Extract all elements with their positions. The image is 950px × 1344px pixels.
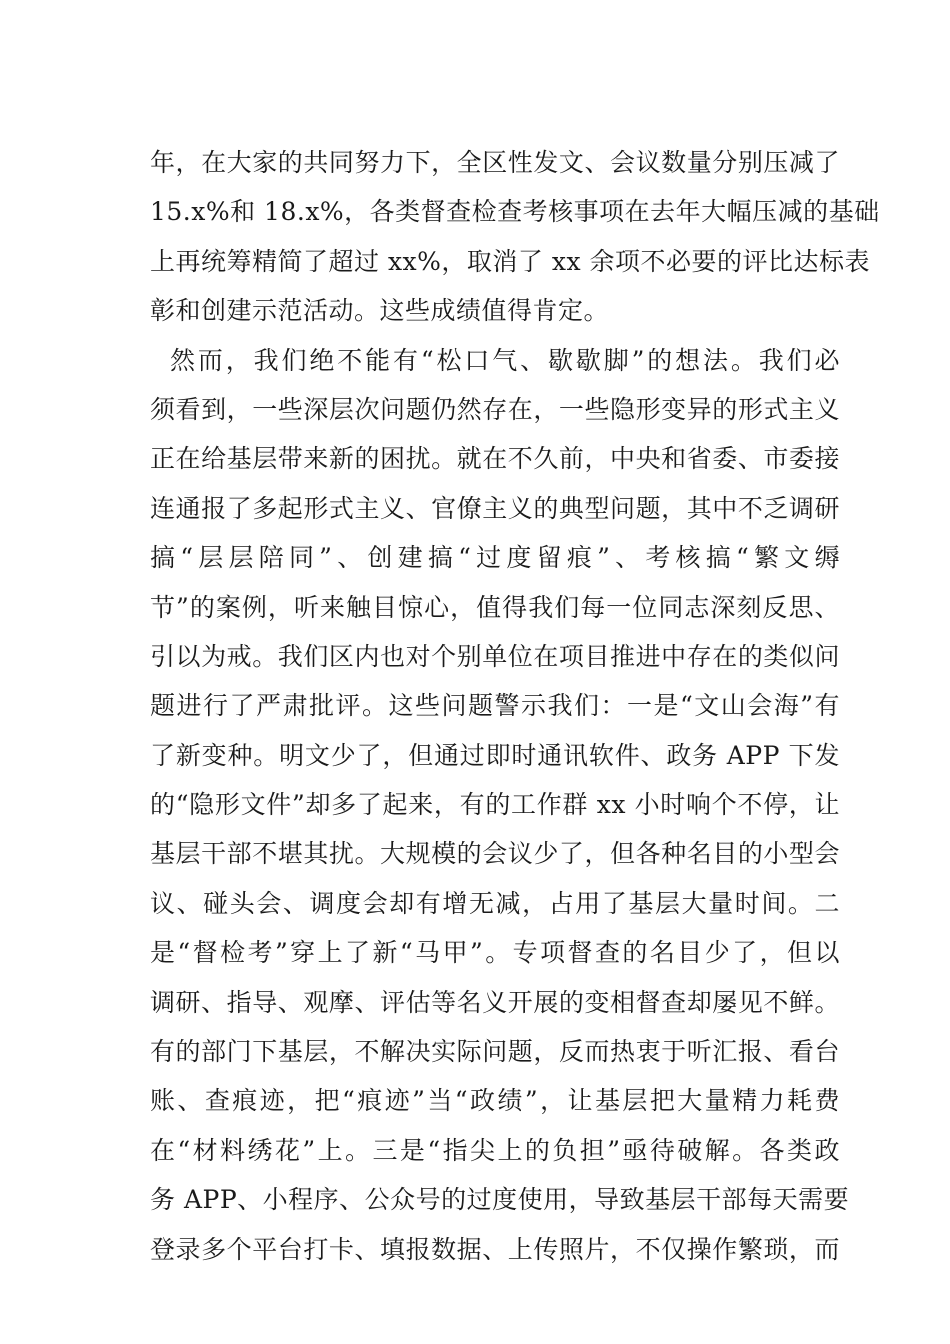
text-line: 的“隐形文件”却多了起来，有的工作群 xx 小时响个不停，让 xyxy=(150,790,840,820)
text-line: 搞“层层陪同”、创建搞“过度留痕”、考核搞“繁文缛 xyxy=(150,543,840,573)
text-line: 上再统筹精简了超过 xx%，取消了 xx 余项不必要的评比达标表 xyxy=(150,246,870,276)
text-line: 调研、指导、观摩、评估等名义开展的变相督查却屡见不鲜。 xyxy=(150,987,840,1017)
text-line: 引以为戒。我们区内也对个别单位在项目推进中存在的类似问 xyxy=(150,641,840,671)
text-line: 在“材料绣花”上。三是“指尖上的负担”亟待破解。各类政 xyxy=(150,1135,840,1165)
text-line: 议、碰头会、调度会却有增无减，占用了基层大量时间。二 xyxy=(150,888,840,918)
text-line: 正在给基层带来新的困扰。就在不久前，中央和省委、市委接 xyxy=(150,444,840,474)
text-line: 彰和创建示范活动。这些成绩值得肯定。 xyxy=(150,296,610,326)
text-line: 15.x%和 18.x%，各类督查检查考核事项在去年大幅压减的基础 xyxy=(150,197,880,227)
text-line: 是“督检考”穿上了新“马甲”。专项督查的名目少了，但以 xyxy=(150,938,840,968)
paragraph-first-line: 然而，我们绝不能有“松口气、歇歇脚”的想法。我们必 xyxy=(170,345,840,375)
text-line: 题进行了严肃批评。这些问题警示我们：一是“文山会海”有 xyxy=(150,691,840,721)
text-line: 节”的案例，听来触目惊心，值得我们每一位同志深刻反思、 xyxy=(150,592,840,622)
text-line: 登录多个平台打卡、填报数据、上传照片，不仅操作繁琐，而 xyxy=(150,1234,840,1264)
text-line: 基层干部不堪其扰。大规模的会议少了，但各种名目的小型会 xyxy=(150,839,840,869)
text-line: 连通报了多起形式主义、官僚主义的典型问题，其中不乏调研 xyxy=(150,493,840,523)
text-line: 账、查痕迹，把“痕迹”当“政绩”，让基层把大量精力耗费 xyxy=(150,1086,840,1116)
text-line: 有的部门下基层，不解决实际问题，反而热衷于听汇报、看台 xyxy=(150,1037,840,1067)
document-body xyxy=(150,138,880,1274)
text-line: 了新变种。明文少了，但通过即时通讯软件、政务 APP 下发 xyxy=(150,740,840,770)
text-line: 务 APP、小程序、公众号的过度使用，导致基层干部每天需要 xyxy=(150,1185,850,1215)
text-line: 须看到，一些深层次问题仍然存在，一些隐形变异的形式主义 xyxy=(150,394,840,424)
text-line: 年，在大家的共同努力下，全区性发文、会议数量分别压减了 xyxy=(150,148,840,177)
